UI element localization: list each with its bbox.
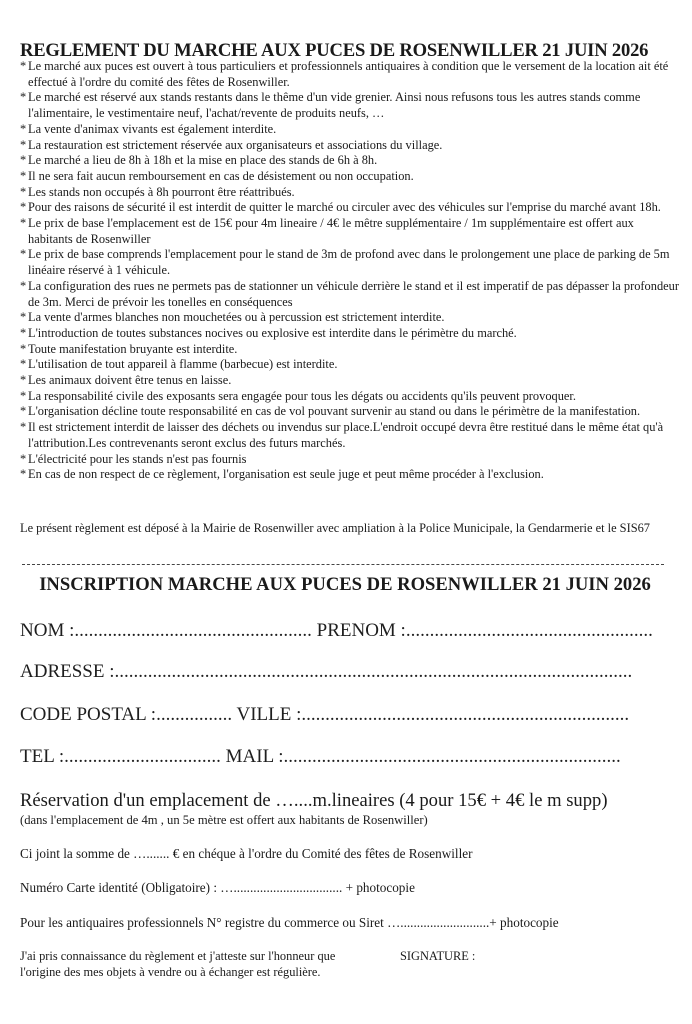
ville-label: VILLE : (236, 704, 302, 725)
bullet-asterisk: * (20, 373, 27, 388)
rule-text: Le prix de base l'emplacement est de 15€ pour 4m lineaire / 4€ le mêtre supplémentaire / 1m supplémentaire est offert aux habitants de Rosenwiller (28, 216, 634, 246)
nom-field[interactable]: .................................................. (74, 620, 312, 641)
rule-text: Toute manifestation bruyante est interdite. (28, 341, 238, 356)
bullet-asterisk: * (20, 216, 27, 231)
bullet-asterisk: * (20, 325, 27, 340)
rule-item (20, 185, 680, 201)
bullet-asterisk: * (20, 388, 27, 403)
rule-text: L'électricité pour les stands n'est pas fournis (28, 451, 247, 466)
rule-text: Le prix de base comprends l'emplacement pour le stand de 3m de profond avec dans le prolongement une place de parking de 5m linéaire réservé à 1 véhicule. (28, 247, 670, 278)
rule-text: Le marché a lieu de 8h à 18h et la mise en place des stands de 6h à 8h. (28, 153, 378, 168)
inscription-title: INSCRIPTION MARCHE AUX PUCES DE ROSENWILLER 21 JUIN 2026 (39, 574, 651, 595)
rule-item (20, 122, 680, 138)
rule-item (20, 326, 680, 342)
rule-text: Pour des raisons de sécurité il est interdit de quitter le marché ou circuler avec des véhicules sur l'emprise du marché avant 18h. (28, 200, 661, 215)
rule-item (20, 153, 680, 169)
rule-text: La configuration des rues ne permets pas de stationner un véhicule derrière le stand et il est imperatif de pas dépasser la profondeur de 3m. Merci de prévoir les tonelles en conséquences (28, 278, 679, 309)
prenom-field[interactable]: .................................................... (405, 620, 653, 641)
rule-text: L'organisation décline toute responsabilité en cas de vol pouvant survenir au stand ou dans le périmètre de la manifestation. (28, 404, 641, 419)
id-card-line[interactable]: Numéro Carte identité (Obligatoire) : …................................. + photocopie (20, 880, 415, 895)
adresse-field[interactable]: ............................................................................................................. (114, 661, 633, 682)
rule-item (20, 216, 680, 247)
rule-item (20, 200, 680, 216)
cut-line-separator (22, 564, 664, 565)
attestation-text: J'ai pris connaissance du règlement et j'atteste sur l'honneur que l'origine des mes objets à vendre ou à échanger est régulière. (20, 949, 336, 979)
rule-text: Le marché est réservé aux stands restants dans le thême d'un vide grenier. Ainsi nous refusons tous les autres stands comme l'alimentaire, le vestimentaire neuf, l'achat/revente de produits neufs, … (28, 90, 641, 121)
mail-field[interactable]: ....................................................................... (283, 746, 621, 767)
rule-text: En cas de non respect de ce règlement, l'organisation est seule juge et peut même procéder à l'exclusion. (28, 467, 544, 482)
rule-text: L'utilisation de tout appareil à flamme (barbecue) est interdite. (28, 357, 338, 372)
bullet-asterisk: * (20, 121, 27, 136)
rule-item (20, 169, 680, 185)
prenom-label: PRENOM : (316, 620, 406, 641)
rule-text: La responsabilité civile des exposants sera engagée pour tous les dégats ou accidents qu'ils peuvent provoquer. (28, 388, 576, 403)
code-postal-label: CODE POSTAL : (20, 704, 157, 725)
postal-row (20, 704, 629, 726)
rule-item (20, 138, 680, 154)
bullet-asterisk: * (20, 404, 27, 419)
rules-notice: Le présent règlement est déposé à la Mairie de Rosenwiller avec ampliation à la Police Municipale, la Gendarmerie et le SIS67 (20, 521, 650, 535)
address-row (20, 661, 632, 683)
bullet-asterisk: * (20, 420, 27, 435)
rule-item (20, 90, 680, 121)
bullet-asterisk: * (20, 357, 27, 372)
rule-text: La restauration est strictement réservée aux organisateurs et associations du village. (28, 137, 443, 152)
rule-item (20, 310, 680, 326)
name-row (20, 620, 653, 642)
siret-line[interactable]: Pour les antiquaires professionnels N° registre du commerce ou Siret …...........................+ photocopie (20, 915, 559, 930)
ville-field[interactable]: ..................................................................... (301, 704, 630, 725)
rule-text: Les animaux doivent être tenus en laisse. (28, 373, 232, 388)
rule-item (20, 59, 680, 90)
bullet-asterisk: * (20, 341, 27, 356)
bullet-asterisk: * (20, 90, 27, 105)
payment-line[interactable]: Ci joint la somme de …....... € en chéque à l'ordre du Comité des fêtes de Rosenwiller (20, 846, 473, 861)
rules-title: REGLEMENT DU MARCHE AUX PUCES DE ROSENWILLER 21 JUIN 2026 (20, 40, 649, 61)
bullet-asterisk: * (20, 467, 27, 482)
reservation-line[interactable]: Réservation d'un emplacement de …....m.lineaires (4 pour 15€ + 4€ le m supp) (20, 790, 608, 811)
rule-text: L'introduction de toutes substances nocives ou explosive est interdite dans le périmètre du marché. (28, 325, 517, 340)
bullet-asterisk: * (20, 59, 27, 73)
bullet-asterisk: * (20, 310, 27, 325)
bullet-asterisk: * (20, 168, 27, 183)
rule-item (20, 420, 680, 451)
bullet-asterisk: * (20, 247, 27, 262)
rule-text: La vente d'animax vivants est également interdite. (28, 121, 277, 136)
rule-text: Les stands non occupés à 8h pourront être réattribués. (28, 184, 295, 199)
rules-list (20, 59, 680, 483)
bullet-asterisk: * (20, 278, 27, 293)
rule-item (20, 279, 680, 310)
signature-label: SIGNATURE : (400, 949, 476, 963)
bullet-asterisk: * (20, 451, 27, 466)
rule-text: Il ne sera fait aucun remboursement en cas de désistement ou non occupation. (28, 168, 414, 183)
bullet-asterisk: * (20, 137, 27, 152)
tel-field[interactable]: ................................. (64, 746, 221, 767)
bullet-asterisk: * (20, 200, 27, 215)
adresse-label: ADRESSE : (20, 661, 115, 682)
bullet-asterisk: * (20, 153, 27, 168)
rule-item (20, 452, 680, 468)
code-postal-field[interactable]: ................ (156, 704, 233, 725)
rule-text: Le marché aux puces est ouvert à tous particuliers et professionnels antiquaires à condition que le versement de la location ait été effectué à l'ordre du comité des fêtes de Rosenwiller. (28, 59, 669, 89)
rule-item (20, 247, 680, 278)
contact-row (20, 746, 621, 768)
mail-label: MAIL : (225, 746, 284, 767)
rule-item (20, 467, 680, 483)
rule-text: Il est strictement interdit de laisser des déchets ou invendus sur place.L'endroit occupé devra être restitué dans le même état qu'à l'attribution.Les contrevenants seront exclus des futurs marchés. (28, 420, 664, 450)
rule-item (20, 373, 680, 389)
rule-item (20, 404, 680, 420)
rule-item (20, 342, 680, 358)
rule-item (20, 357, 680, 373)
rule-item (20, 389, 680, 405)
nom-label: NOM : (20, 620, 75, 641)
rule-text: La vente d'armes blanches non mouchetées ou à percussion est strictement interdite. (28, 310, 445, 325)
tel-label: TEL : (20, 746, 65, 767)
bullet-asterisk: * (20, 184, 27, 199)
reservation-note: (dans l'emplacement de 4m , un 5e mètre est offert aux habitants de Rosenwiller) (20, 813, 428, 827)
